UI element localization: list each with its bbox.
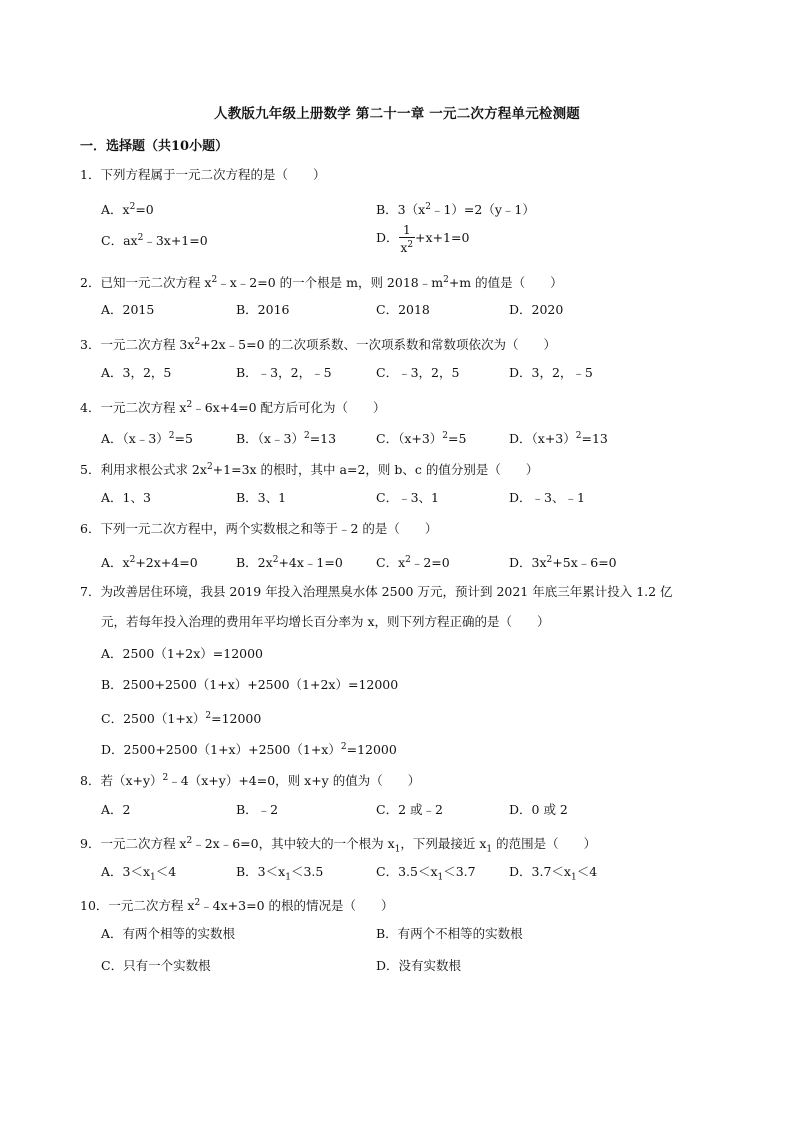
q4-option-d[interactable]: D．$(x+3)^2=13$ bbox=[509, 431, 608, 447]
q7-option-c[interactable]: C．$2500(1+x)^2=12000$ bbox=[101, 711, 262, 727]
question-8-stem: 8．若$(x+y)^2﹣4(x+y)+4=0$，则 x+y 的值为（ ） bbox=[80, 773, 421, 789]
section-heading: 一．选择题（共10小题） bbox=[80, 139, 229, 154]
q5-option-c[interactable]: C．﹣3、1 bbox=[376, 490, 439, 505]
q3-option-a[interactable]: A．3，2，5 bbox=[101, 365, 172, 380]
q8-option-d[interactable]: D．0 或 2 bbox=[509, 802, 568, 817]
q2-option-b[interactable]: B．2016 bbox=[236, 302, 290, 317]
q8-option-b[interactable]: B．﹣2 bbox=[236, 802, 279, 817]
q5-option-d[interactable]: D．﹣3、﹣1 bbox=[509, 490, 585, 505]
q7-option-a[interactable]: A．2500（1+2x）=12000 bbox=[101, 646, 264, 661]
question-6-stem: 6．下列一元二次方程中，两个实数根之和等于﹣2 的是（ ） bbox=[80, 521, 438, 536]
q10-option-a[interactable]: A．有两个相等的实数根 bbox=[101, 926, 236, 941]
q6-option-d[interactable]: D．$3x^2+5x﹣6=0$ bbox=[509, 555, 617, 571]
question-3-stem: 3．一元二次方程 $3x^2+2x﹣5=0$ 的二次项系数、一次项系数和常数项依次为（ ） bbox=[80, 337, 557, 353]
question-7-stem-line-2: 元，若每年投入治理的费用年平均增长百分率为 x，则下列方程正确的是（ ） bbox=[101, 614, 550, 629]
q7-option-d[interactable]: D．$2500+2500(1+x)+2500(1+x)^2=12000$ bbox=[101, 742, 397, 758]
q7-option-b[interactable]: B．2500+2500（1+x）+2500（1+2x）=12000 bbox=[101, 677, 399, 692]
q2-option-c[interactable]: C．2018 bbox=[376, 302, 430, 317]
q2-option-d[interactable]: D．2020 bbox=[509, 302, 564, 317]
q3-option-d[interactable]: D．3，2，﹣5 bbox=[509, 365, 593, 380]
q5-option-b[interactable]: B．3、1 bbox=[236, 490, 287, 505]
question-4-stem: 4．一元二次方程 $x^2﹣6x+4=0$ 配方后可化为（ ） bbox=[80, 400, 386, 416]
q1-option-a[interactable]: A．$x^2=0$ bbox=[101, 202, 154, 218]
q10-option-b[interactable]: B．有两个不相等的实数根 bbox=[376, 926, 523, 941]
q3-option-c[interactable]: C．﹣3，2，5 bbox=[376, 365, 460, 380]
q10-option-c[interactable]: C．只有一个实数根 bbox=[101, 958, 211, 973]
q2-option-a[interactable]: A．2015 bbox=[101, 302, 155, 317]
question-7-stem-line-1: 7．为改善居住环境，我县 2019 年投入治理黑臭水体 2500 万元，预计到 2021 年底三年累计投入 1.2 亿 bbox=[80, 584, 673, 599]
q9-option-c[interactable]: C．$3.5<x_1<3.7$ bbox=[376, 864, 476, 883]
question-9-stem: 9．一元二次方程 $x^2﹣2x﹣6=0$，其中较大的一个根为 $x_1$，下列最接近 $x_1$ 的范围是（ ） bbox=[80, 836, 597, 855]
q4-option-a[interactable]: A．（x﹣3）$^2$=5 bbox=[101, 431, 193, 447]
q1-option-d[interactable]: D． $\frac{1}{x^2}$ +x+1=0 bbox=[376, 222, 470, 255]
question-1-stem: 1．下列方程属于一元二次方程的是（ ） bbox=[80, 167, 326, 182]
question-5-stem: 5．利用求根公式求 $2x^2+1=3x$ 的根时，其中 a=2，则 b、c 的值分别是（ ） bbox=[80, 462, 539, 478]
q6-option-b[interactable]: B．$2x^2+4x﹣1=0$ bbox=[236, 555, 343, 571]
q5-option-a[interactable]: A．1、3 bbox=[101, 490, 151, 505]
q8-option-c[interactable]: C．2 或﹣2 bbox=[376, 802, 443, 817]
q3-option-b[interactable]: B．﹣3，2，﹣5 bbox=[236, 365, 332, 380]
q9-option-d[interactable]: D．$3.7<x_1<4$ bbox=[509, 864, 598, 883]
q6-option-a[interactable]: A．$x^2+2x+4=0$ bbox=[101, 555, 198, 571]
q4-option-c[interactable]: C．$(x+3)^2=5$ bbox=[376, 431, 467, 447]
fraction: $\frac{1}{x^2}$ bbox=[400, 222, 414, 255]
q9-option-a[interactable]: A．$3<x_1<4$ bbox=[101, 864, 177, 883]
q10-option-d[interactable]: D．没有实数根 bbox=[376, 958, 462, 973]
q8-option-a[interactable]: A．2 bbox=[101, 802, 131, 817]
page-title: 人教版九年级上册数学 第二十一章 一元二次方程单元检测题 bbox=[214, 106, 580, 122]
q1-option-b[interactable]: B．$3(x^2﹣1)=2(y﹣1)$ bbox=[376, 202, 535, 218]
q1-option-c[interactable]: C．$ax^2﹣3x+1=0$ bbox=[101, 233, 208, 249]
q4-option-b[interactable]: B．（x﹣3）$^2$=13 bbox=[236, 431, 337, 447]
question-2-stem: 2．已知一元二次方程 $x^2﹣x﹣2=0$ 的一个根是 m，则 $2018﹣m^2+m$ 的值是（ ） bbox=[80, 275, 563, 291]
q9-option-b[interactable]: B．$3<x_1<3.5$ bbox=[236, 864, 324, 883]
q6-option-c[interactable]: C．$x^2﹣2=0$ bbox=[376, 555, 450, 571]
question-10-stem: 10．一元二次方程 $x^2﹣4x+3=0$ 的根的情况是（ ） bbox=[80, 898, 394, 914]
